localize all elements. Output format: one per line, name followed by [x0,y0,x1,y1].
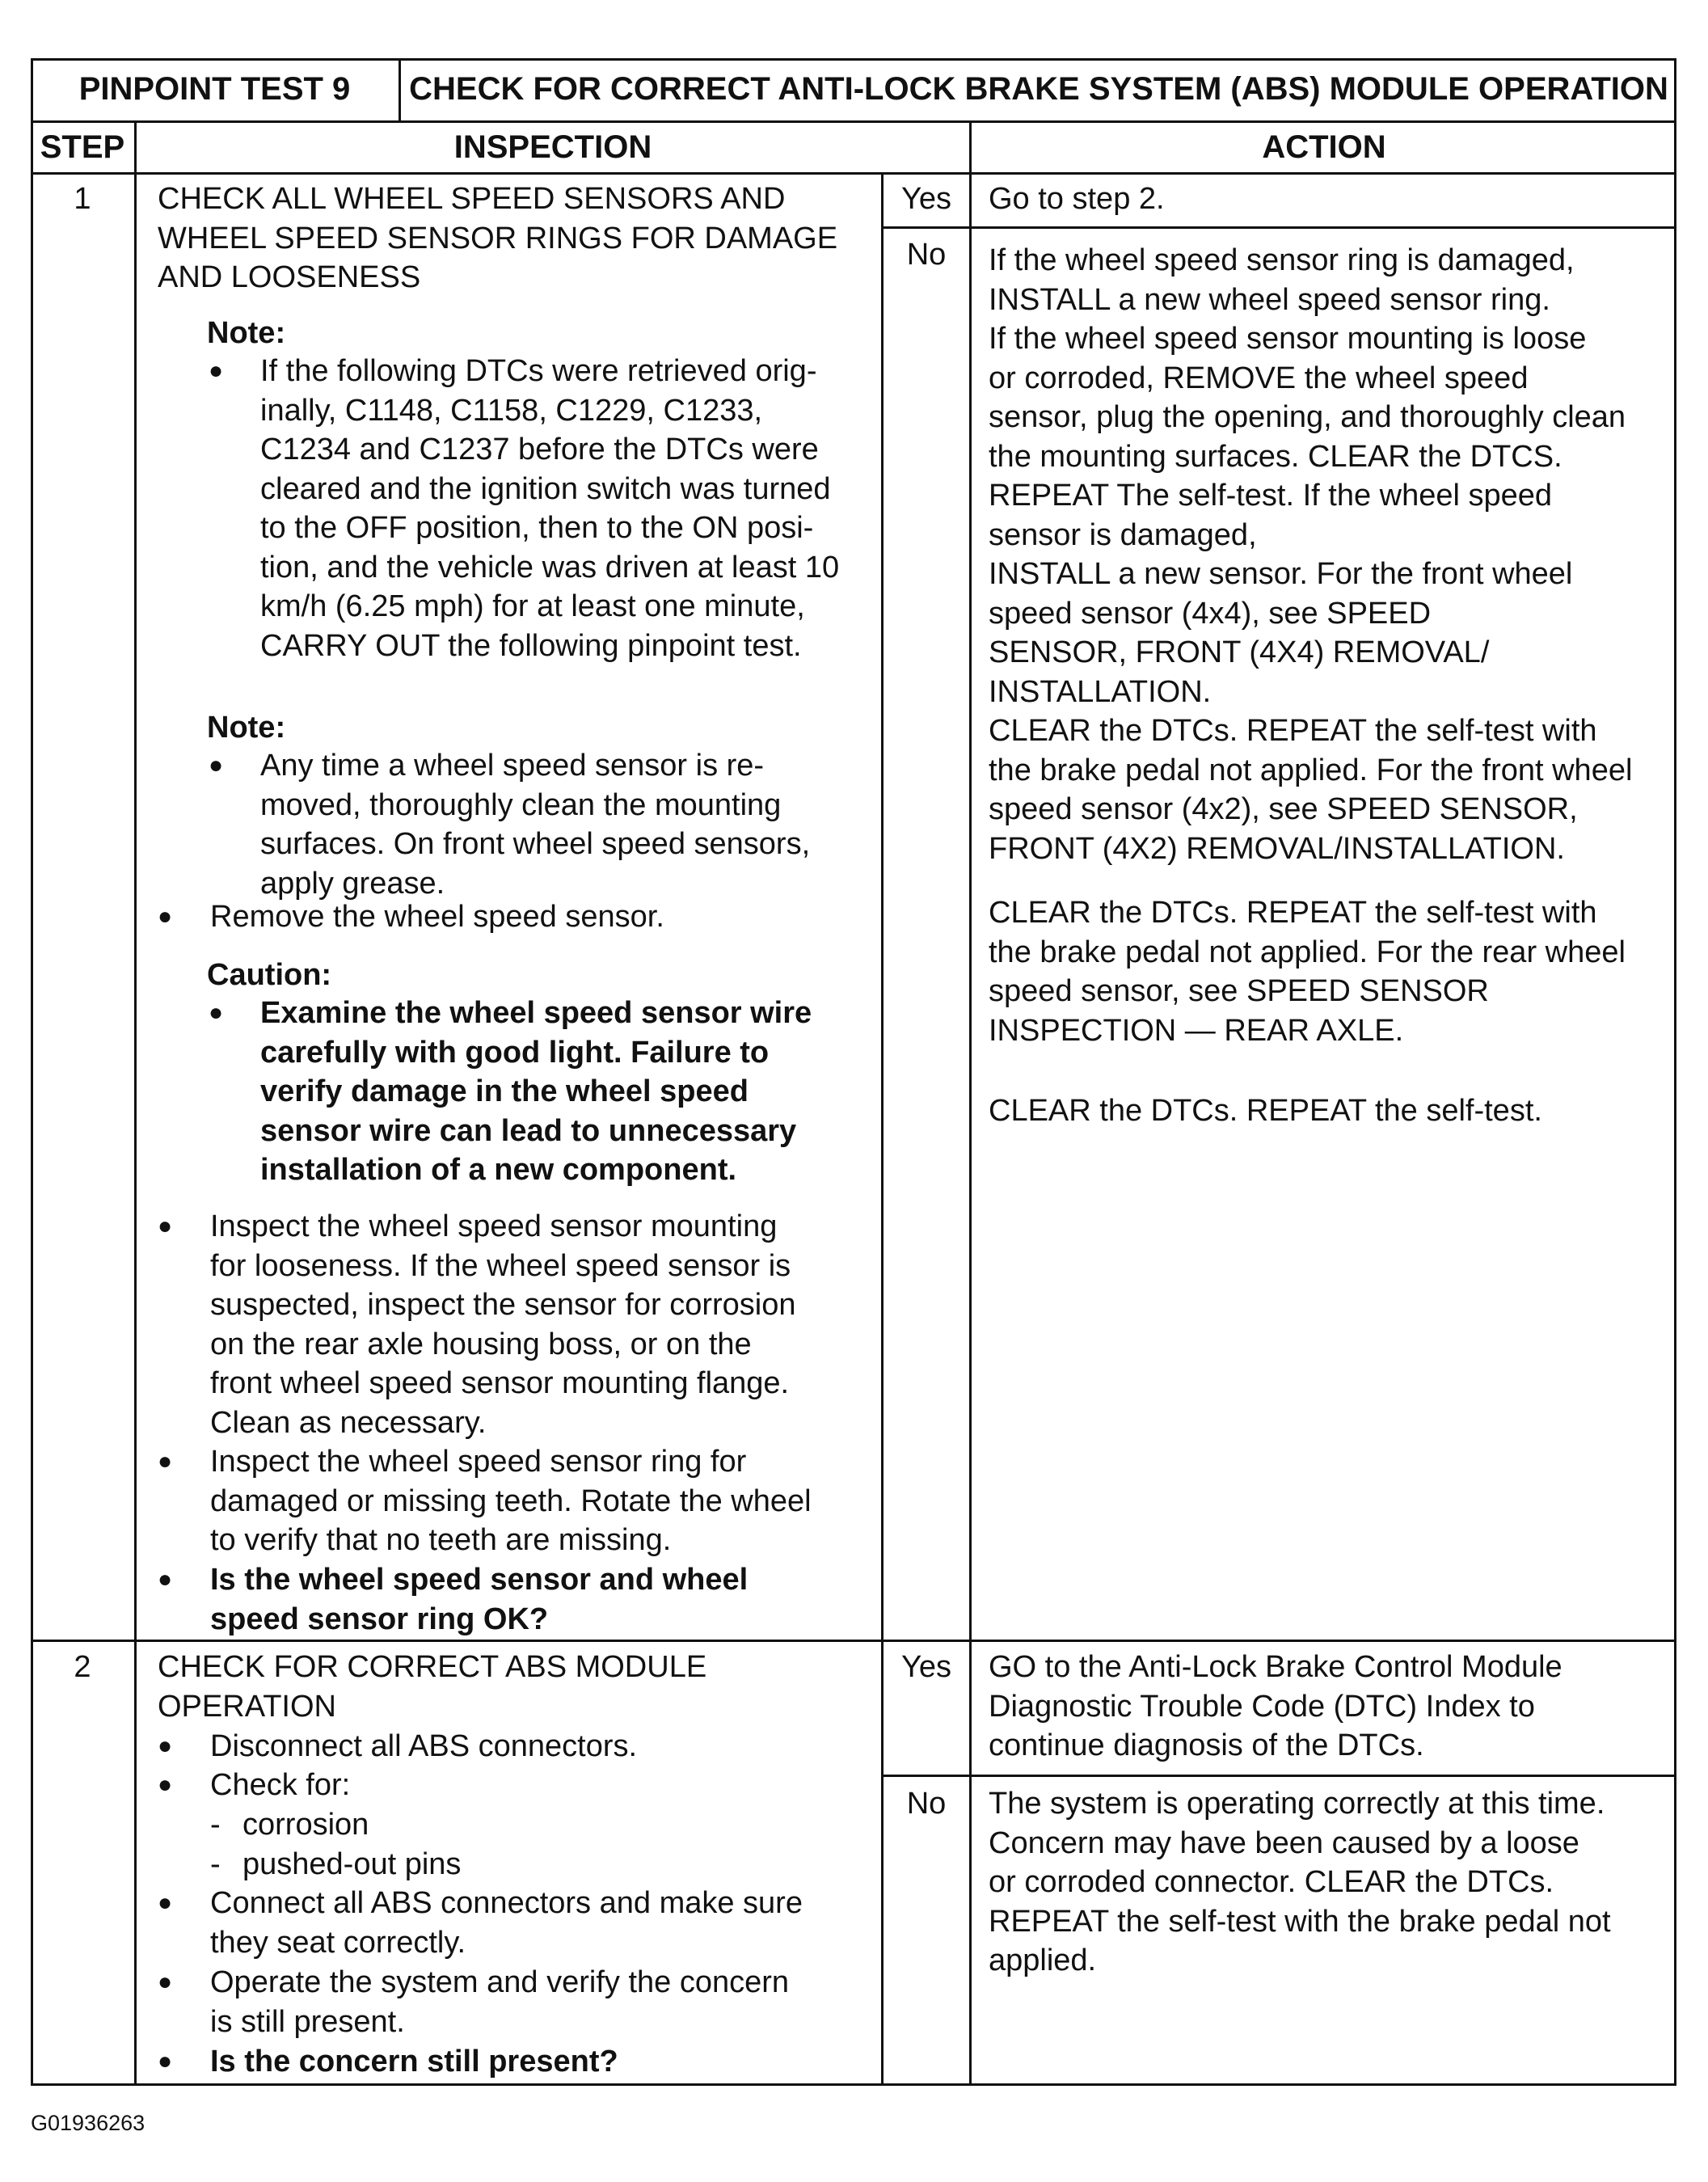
step1-question-line: speed sensor ring OK? [210,1602,549,1636]
note2-line: apply grease. [260,866,445,901]
inspect-ring-line: damaged or missing teeth. Rotate the wheel [210,1484,812,1518]
bullet-icon: ● [209,752,224,779]
bullet-icon: ● [209,999,224,1026]
step1-no-action-line: CLEAR the DTCs. REPEAT the self-test with [989,714,1597,748]
step2-no-action-line: Concern may have been caused by a loose [989,1825,1579,1860]
step1-no-action-line: If the wheel speed sensor mounting is loose [989,322,1587,356]
operate-line: Operate the system and verify the concern [210,1965,790,1999]
step2-yes-action [989,1648,1563,1766]
col-action-header: ACTION [1262,129,1386,165]
caution-line: carefully with good light. Failure to [260,1035,770,1070]
caution-line: verify damage in the wheel speed [260,1074,749,1108]
bullet-icon: ● [158,1733,173,1759]
step1-title-line: AND LOOSENESS [158,260,421,294]
check-for-item: Check for: [210,1768,351,1802]
step2-yes-no-separator [881,1775,1676,1777]
step1-yes-no-separator [881,226,1676,229]
step1-no-action-rear [989,893,1626,1050]
yes-no-divider-step2 [881,1640,884,2086]
inspect-mounting-line: Inspect the wheel speed sensor mounting [210,1209,778,1243]
step1-no-action-line: sensor is damaged, [989,517,1257,552]
step1-title-line: CHECK ALL WHEEL SPEED SENSORS AND [158,182,786,216]
note1-line: to the OFF position, then to the ON posi- [260,511,814,545]
note2-label: Note: [207,711,286,745]
disconnect-item: Disconnect all ABS connectors. [210,1729,638,1763]
step1-yes-action: Go to step 2. [989,182,1165,216]
step-column-divider [134,120,137,2086]
header-divider [31,120,1676,123]
bullet-icon: ● [158,1889,173,1916]
note1-line: km/h (6.25 mph) for at least one minute, [260,589,805,623]
col-inspection-header: INSPECTION [453,129,652,165]
step2-title-line: CHECK FOR CORRECT ABS MODULE [158,1650,707,1684]
step-row-divider [31,1640,1676,1642]
dash-icon: - [210,1808,221,1842]
step2-no-action-line: REPEAT the self-test with the brake pedal not [989,1904,1611,1939]
step2-no-action-line: applied. [989,1944,1097,1977]
note1-line: C1234 and C1237 before the DTCs were [260,433,819,466]
step1-no-action [989,241,1632,868]
inspect-mounting-line: for looseness. If the wheel speed sensor is [210,1248,791,1283]
step1-no-action2-line: INSPECTION — REAR AXLE. [989,1013,1404,1048]
step2-no-action [989,1784,1611,1981]
bullet-icon: ● [158,1969,173,1995]
caution-label: Caution: [207,958,332,992]
step1-title-line: WHEEL SPEED SENSOR RINGS FOR DAMAGE [158,221,838,255]
step1-no-action2-line: CLEAR the DTCs. REPEAT the self-test with [989,896,1597,930]
step1-no-action-line: FRONT (4X2) REMOVAL/INSTALLATION. [989,831,1565,866]
bullet-icon: ● [158,1771,173,1798]
dash-icon: - [210,1847,221,1881]
sub-item-corrosion: corrosion [242,1808,369,1842]
step2-yes-action-line: Diagnostic Trouble Code (DTC) Index to [989,1689,1535,1724]
step2-question: Is the concern still present? [210,2045,618,2079]
bullet-icon: ● [158,2048,173,2074]
pinpoint-test-table [31,58,1676,2086]
note2-text [260,746,810,903]
step1-no-action-line: If the wheel speed sensor ring is damaged, [989,243,1575,277]
bullet-icon: ● [158,903,173,930]
step1-no-action-line: the brake pedal not applied. For the front wheel [989,753,1633,787]
caution-line: Examine the wheel speed sensor wire [260,996,812,1030]
inspect-ring-line: Inspect the wheel speed sensor ring for [210,1445,747,1479]
caution-line: installation of a new component. [260,1153,737,1187]
column-header-divider [31,172,1676,175]
connect-item [210,1884,803,1962]
note1-line: CARRY OUT the following pinpoint test. [260,628,802,663]
inspect-mounting-line: front wheel speed sensor mounting flange. [210,1366,790,1400]
step1-question-line: Is the wheel speed sensor and wheel [210,1563,749,1597]
step1-yes-label: Yes [901,182,951,216]
note1-line: If the following DTCs were retrieved orig- [260,354,817,388]
step1-no-action-line: REPEAT The self-test. If the wheel speed [989,479,1553,513]
step1-no-action2-line: the brake pedal not applied. For the rear wheel [989,935,1626,969]
step1-no-action2-line: speed sensor, see SPEED SENSOR [989,974,1489,1008]
step2-number: 2 [74,1650,91,1684]
bullet-icon: ● [158,1213,173,1239]
step1-no-action-line: or corroded, REMOVE the wheel speed [989,361,1529,395]
step1-no-action-final: CLEAR the DTCs. REPEAT the self-test. [989,1094,1542,1128]
step1-no-action-line: INSTALLATION. [989,674,1212,709]
yes-no-divider-step1 [881,172,884,1640]
figure-id: G01936263 [31,2111,145,2135]
step1-no-label: No [906,238,947,272]
step2-no-label: No [906,1787,947,1821]
bullet-icon: ● [158,1448,173,1475]
note2-line: moved, thoroughly clean the mounting [260,787,782,822]
note2-line: surfaces. On front wheel speed sensors, [260,827,811,861]
note1-line: cleared and the ignition switch was turned [260,471,831,506]
step1-no-action-line: sensor, plug the opening, and thoroughly clean [989,400,1626,434]
step1-no-action-line: speed sensor (4x2), see SPEED SENSOR, [989,792,1578,826]
action-column-divider [969,120,972,2086]
step2-yes-action-line: GO to the Anti-Lock Brake Control Module [989,1650,1563,1684]
operate-line: is still present. [210,2004,405,2039]
step1-no-action-line: INSTALL a new sensor. For the front wheel [989,557,1573,591]
caution-line: sensor wire can lead to unnecessary [260,1113,797,1148]
inspect-mounting-line: suspected, inspect the sensor for corrosion [210,1288,796,1322]
step2-title-line: OPERATION [158,1689,336,1724]
inspect-mounting-line: Clean as necessary. [210,1405,487,1440]
note1-text [260,352,839,665]
bullet-icon: ● [209,357,224,384]
step2-yes-action-line: continue diagnosis of the DTCs. [989,1728,1424,1762]
step1-no-action-line: SENSOR, FRONT (4X4) REMOVAL/ [989,635,1490,669]
col-step-header: STEP [40,129,125,165]
connect-line: they seat correctly. [210,1925,466,1960]
test-title: CHECK FOR CORRECT ANTI-LOCK BRAKE SYSTEM (ABS) MODULE OPERATION [409,71,1668,107]
inspect-mounting-item [210,1207,796,1442]
bullet-icon: ● [158,1566,173,1593]
step1-no-action-line: INSTALL a new wheel speed sensor ring. [989,282,1550,317]
inspect-mounting-line: on the rear axle housing boss, or on the [210,1327,752,1361]
step1-number: 1 [74,182,91,216]
note1-line: tion, and the vehicle was driven at least 10 [260,550,840,585]
step1-question [210,1560,748,1639]
inspect-ring-line: to verify that no teeth are missing. [210,1523,672,1557]
step2-yes-label: Yes [901,1650,951,1684]
operate-item [210,1963,789,2041]
note1-label: Note: [207,316,286,350]
note2-line: Any time a wheel speed sensor is re- [260,749,765,783]
step1-no-action-line: the mounting surfaces. CLEAR the DTCS. [989,439,1563,474]
connect-line: Connect all ABS connectors and make sure [210,1886,803,1920]
test-id: PINPOINT TEST 9 [78,71,351,107]
step1-no-action-line: speed sensor (4x4), see SPEED [989,596,1432,631]
note1-line: inally, C1148, C1158, C1229, C1233, [260,393,763,428]
inspect-ring-item [210,1442,812,1560]
step2-no-action-line: or corroded connector. CLEAR the DTCs. [989,1865,1554,1899]
caution-text [260,994,812,1190]
step1-title [158,179,837,298]
step2-no-action-line: The system is operating correctly at this time. [989,1787,1605,1821]
remove-sensor-item: Remove the wheel speed sensor. [210,900,664,934]
sub-item-pins: pushed-out pins [242,1847,462,1881]
step2-title [158,1648,706,1726]
